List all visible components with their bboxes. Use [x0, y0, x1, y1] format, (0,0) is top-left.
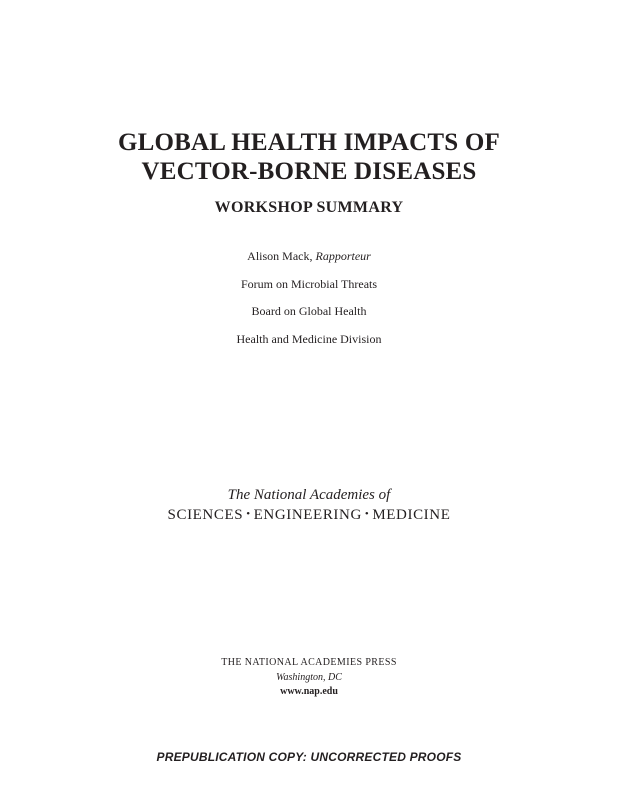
division-name: Health and Medicine Division — [236, 332, 382, 346]
institution-name-line-1: The National Academies of — [227, 487, 391, 503]
prepublication-notice: PREPUBLICATION COPY: UNCORRECTED PROOFS — [156, 750, 462, 764]
rapporteur-name: Alison Mack, — [247, 249, 313, 263]
report-title-line-2: VECTOR-BORNE DISEASES — [141, 158, 477, 185]
bullet-separator-2: • — [364, 508, 370, 520]
rapporteur-credit — [0, 249, 618, 264]
board-name: Board on Global Health — [251, 304, 367, 318]
publisher-city: Washington, DC — [276, 672, 342, 683]
rapporteur-role: Rapporteur — [315, 249, 371, 263]
institution-word-medicine: MEDICINE — [372, 507, 451, 523]
bullet-separator-1: • — [246, 508, 251, 520]
publisher-name: THE NATIONAL ACADEMIES PRESS — [221, 657, 397, 668]
publisher-url: www.nap.edu — [280, 686, 338, 697]
report-subtitle: WORKSHOP SUMMARY — [214, 199, 404, 216]
institution-word-engineering: ENGINEERING — [253, 507, 362, 523]
forum-name: Forum on Microbial Threats — [240, 277, 378, 291]
report-title — [0, 128, 618, 186]
institution-word-sciences: SCIENCES — [167, 507, 244, 523]
institution-name-line-2 — [0, 507, 618, 524]
report-title-line-1: GLOBAL HEALTH IMPACTS OF — [118, 129, 500, 156]
